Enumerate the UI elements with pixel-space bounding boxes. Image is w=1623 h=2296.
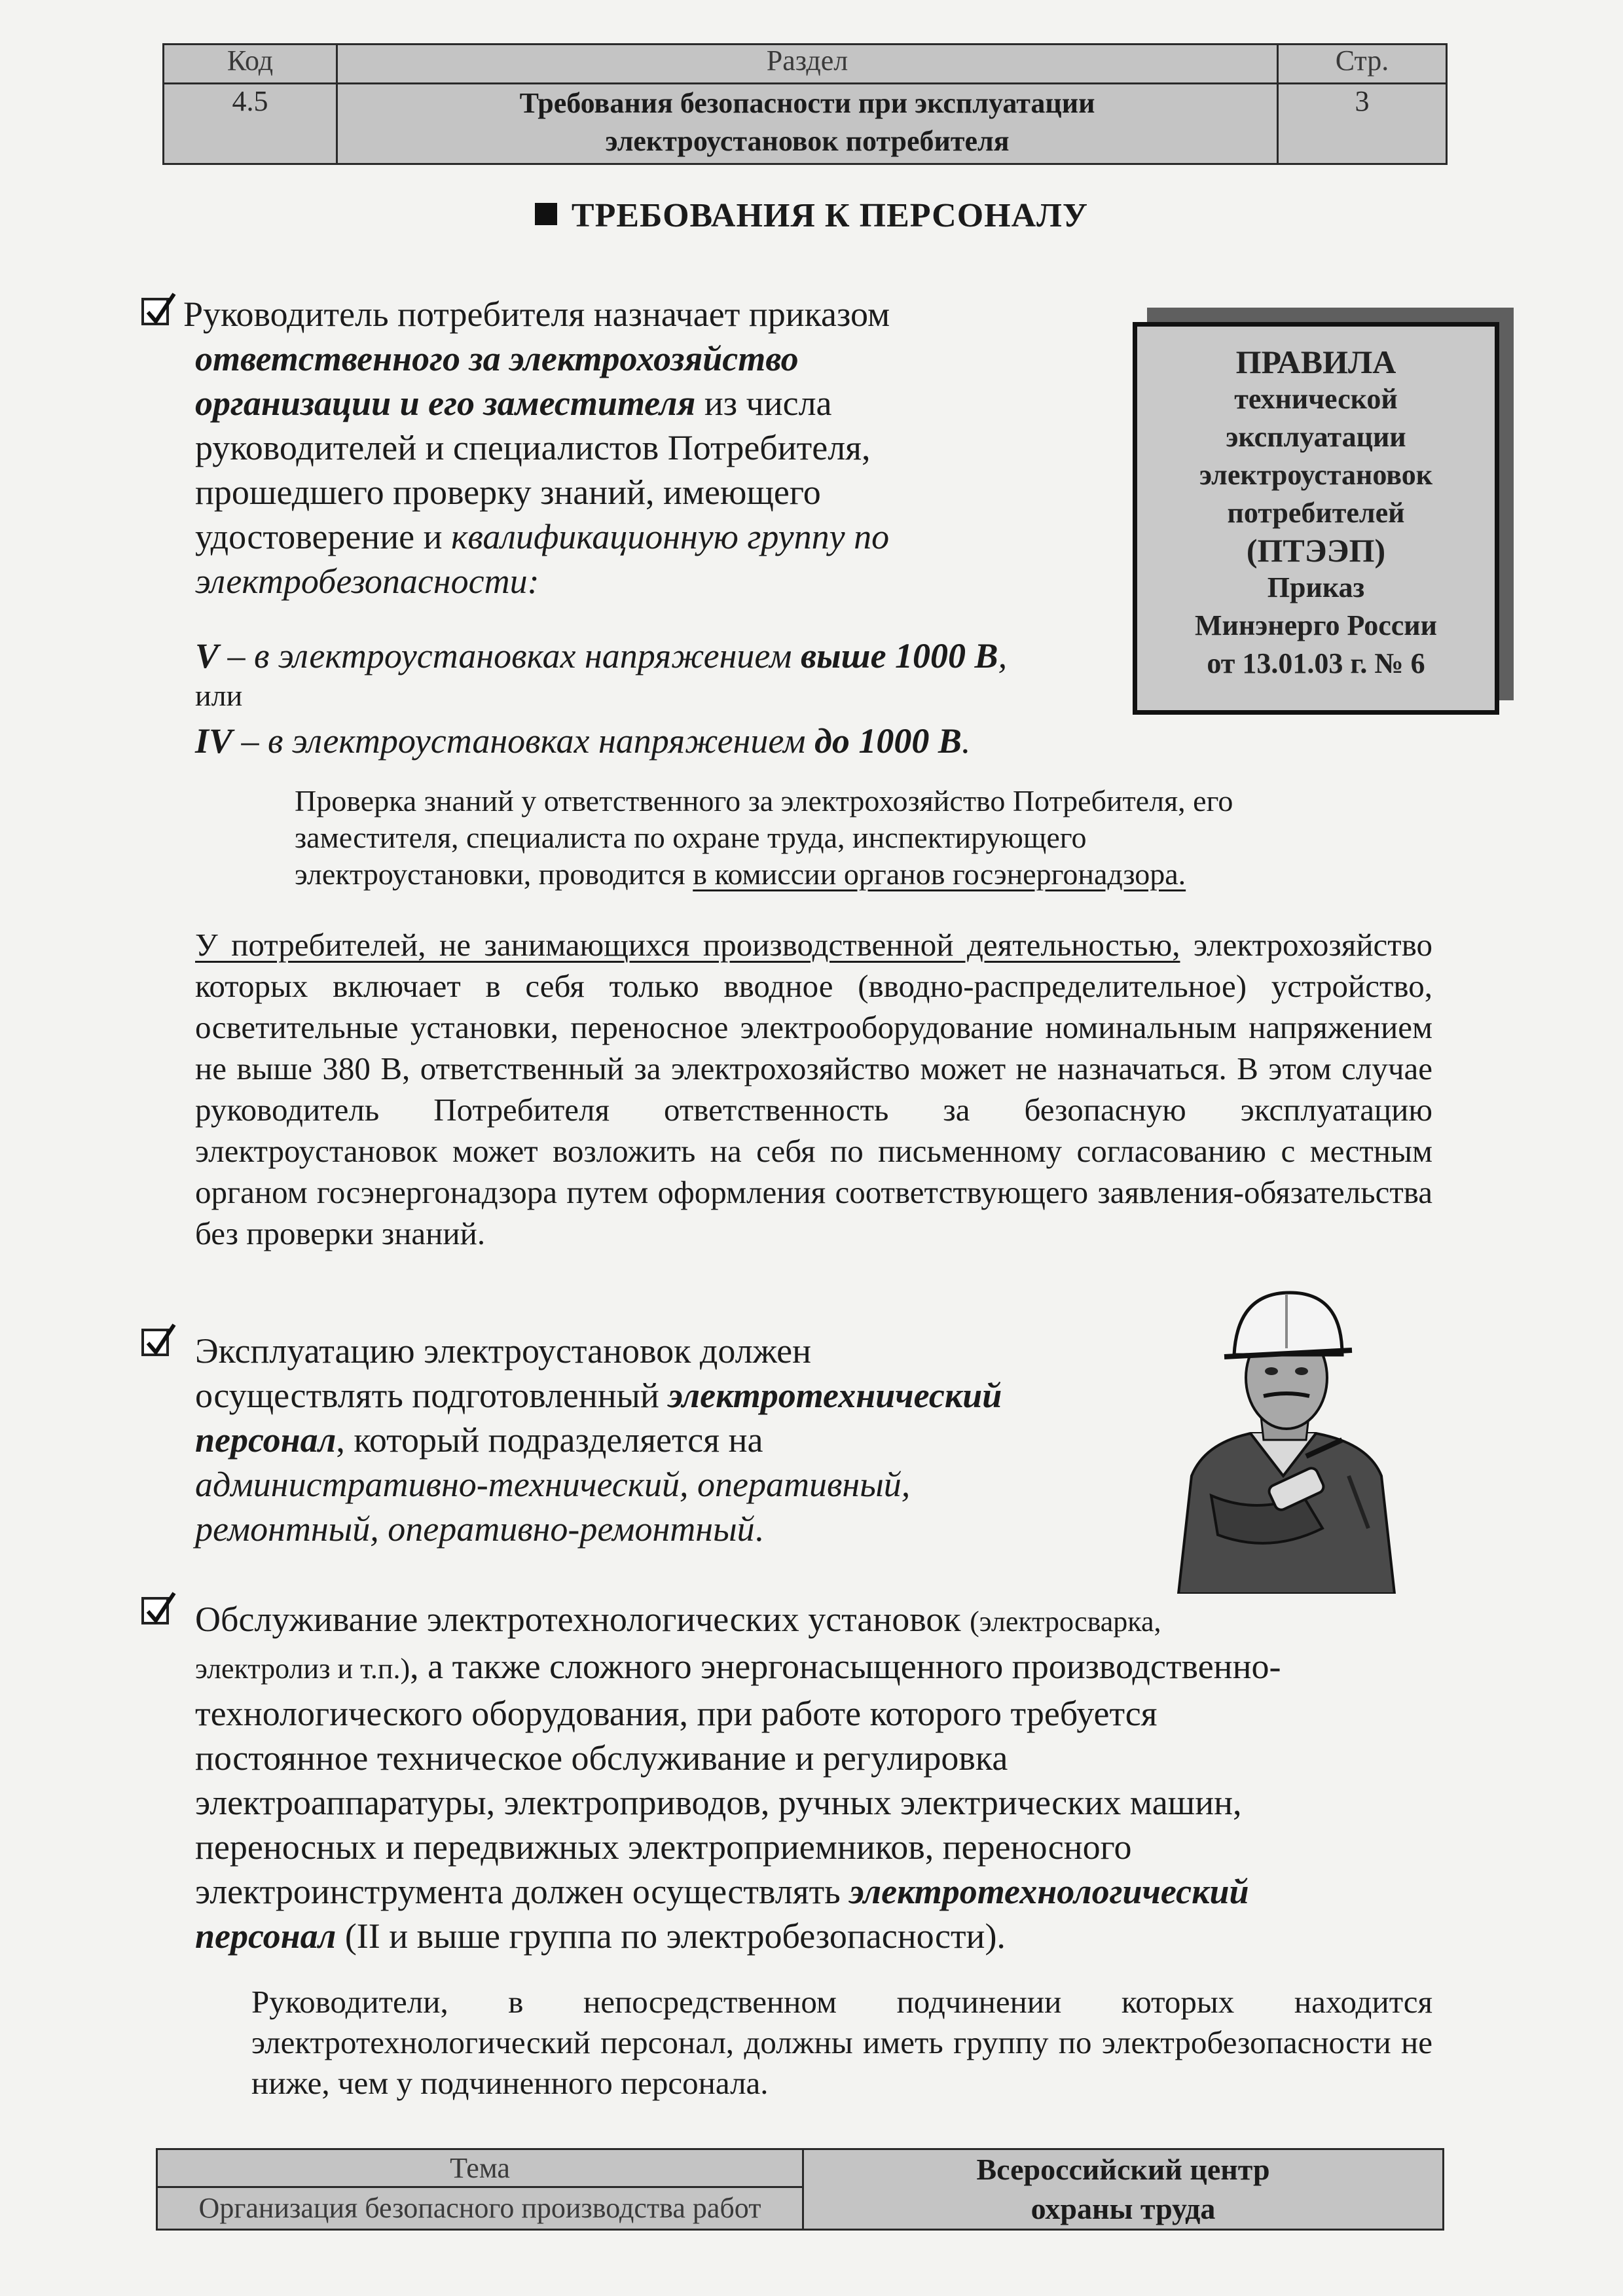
item3-line4: постоянное техническое обслуживание и регулировка [195, 1738, 1008, 1778]
item2-block [195, 1329, 1164, 1551]
item3-line6: переносных и передвижных электроприемников, переносного [195, 1827, 1132, 1867]
item3-line5: электроаппаратуры, электроприводов, ручных электрических машин, [195, 1783, 1242, 1822]
item3-line2: , а также сложного энергонасыщенного производственно- [410, 1647, 1281, 1686]
item1-line6-start: удостоверение и [195, 517, 452, 556]
grade-v-end: , [998, 636, 1008, 675]
item3-line1: Обслуживание электротехнологических установок [195, 1600, 970, 1639]
code-label: Код [164, 45, 337, 84]
page-value: 3 [1278, 84, 1447, 164]
item1-body [195, 336, 1125, 603]
rules-line-9: от 13.01.03 г. № 6 [1207, 647, 1425, 679]
item1-line4: руководителей и специалистов Потребителя, [195, 428, 871, 467]
electrician-illustration [1152, 1280, 1408, 1594]
grade-iv-text: – в электроустановках напряжением [232, 721, 815, 761]
grade-v-text: – в электроустановках напряжением [219, 636, 801, 675]
checkbox-checked-icon [141, 298, 169, 325]
grade-iv-end: . [961, 721, 971, 761]
consumers-paragraph-underlined: У потребителей, не занимающихся производственной деятельностью, [195, 927, 1180, 963]
item2-line5: ремонтный, оперативно-ремонтный [195, 1509, 755, 1549]
item3-line8-bold: персонал [195, 1916, 337, 1956]
grade-v-limit: выше 1000 В [801, 636, 998, 675]
item1-block [183, 292, 1126, 336]
item2-line5-end: . [754, 1509, 764, 1549]
rules-box [1133, 322, 1499, 715]
note1-line2: заместителя, специалиста по охране труда, инспектирующего [295, 821, 1087, 854]
rules-line-5: потребителей [1227, 497, 1405, 529]
item1-line3-bold: организации и его заместителя [195, 384, 696, 423]
footer-table [156, 2148, 1444, 2231]
item1-line7: электробезопасности: [195, 562, 539, 601]
grade-iv-line [195, 719, 1138, 763]
rules-line-8: Минэнерго России [1194, 609, 1438, 641]
item1-line6-italic: квалификационную группу по [451, 517, 890, 556]
rules-line-4: электроустановок [1199, 459, 1433, 491]
item2-line3-rest: , который подразделяется на [336, 1420, 763, 1460]
organization-line1: Всероссийский центр [976, 2153, 1270, 2186]
section-title-cell [337, 84, 1278, 164]
checkbox-checked-icon [141, 1597, 169, 1624]
grade-v-line [195, 634, 1138, 678]
note-knowledge-check [295, 783, 1408, 893]
item1-line1: Руководитель потребителя назначает приказом [183, 295, 890, 334]
note1-line3: электроустановки, проводится [295, 857, 693, 891]
code-value: 4.5 [164, 84, 337, 164]
grade-iv-limit: до 1000 В [814, 721, 962, 761]
or-text: или [195, 679, 243, 712]
grade-v: V [195, 636, 219, 675]
organization-cell [803, 2149, 1444, 2230]
grade-iv: IV [195, 721, 233, 761]
checkbox-checked-icon [141, 1329, 169, 1356]
page-label: Стр. [1278, 45, 1447, 84]
section-heading-text: ТРЕБОВАНИЯ К ПЕРСОНАЛУ [571, 197, 1089, 234]
bullet-square-icon [535, 203, 557, 225]
item3-block [195, 1597, 1439, 1958]
topic-value: Организация безопасного производства работ [157, 2187, 803, 2230]
header-table [162, 43, 1448, 165]
item1-line5: прошедшего проверку знаний, имеющего [195, 473, 821, 512]
managers-note: Руководители, в непосредственном подчинении которых находится электротехнологический персонал, должны иметь группу по электробезопасности не ниже, чем у подчиненного персонала. [251, 1984, 1432, 2101]
rules-line-3: эксплуатации [1226, 421, 1406, 453]
section-heading [0, 196, 1623, 235]
note1-line3-underlined: в комиссии органов госэнергонадзора. [693, 857, 1186, 891]
item2-line4: административно-технический, оперативный, [195, 1465, 911, 1504]
rules-line-7: Приказ [1267, 571, 1365, 603]
item3-line3: технологического оборудования, при работе которого требуется [195, 1694, 1158, 1733]
consumers-paragraph-text: электрохозяйство которых включает в себя только вводное (вводно-распределительное) устройство, осветительные установки, переносное электрооборудование номинальным напряжением не выше 380 В, ответственный за электрохозяйство может не назначаться. В этом случае руководитель Потребителя ответственность за безопасную эксплуатацию электроустановок может возложить на себя по письменному согласованию с местным органом госэнергонадзора путем оформления соответствующего заявления-обязательства без проверки знаний. [195, 927, 1433, 1251]
note1-line1: Проверка знаний у ответственного за электрохозяйство Потребителя, его [295, 784, 1233, 817]
section-name-line2: электроустановок потребителя [605, 125, 1010, 157]
section-name-line1: Требования безопасности при эксплуатации [519, 87, 1095, 119]
rules-line-1: ПРАВИЛА [1235, 344, 1396, 380]
item1-line2: ответственного за электрохозяйство [195, 339, 799, 378]
item1-line3-rest: из числа [695, 384, 832, 423]
rules-line-6: (ПТЭЭП) [1246, 532, 1386, 569]
consumers-paragraph [195, 924, 1432, 1254]
item3-line7: электроинструмента должен осуществлять [195, 1872, 850, 1911]
section-label: Раздел [337, 45, 1278, 84]
rules-line-2: технической [1234, 383, 1398, 415]
item3-line8: (II и выше группа по электробезопасности). [336, 1916, 1006, 1956]
item3-line1-small: (электросварка, [970, 1605, 1161, 1638]
item2-line1: Эксплуатацию электроустановок должен [195, 1331, 812, 1371]
item3-line2-small: электролиз и т.п.) [195, 1653, 410, 1685]
organization-line2: охраны труда [1030, 2192, 1216, 2225]
item2-line2-bold: электротехнический [668, 1376, 1002, 1415]
topic-label: Тема [157, 2149, 803, 2187]
item2-line2-start: осуществлять подготовленный [195, 1376, 668, 1415]
item3-line7-bold: электротехнологический [849, 1872, 1249, 1911]
item2-line3-bold: персонал [195, 1420, 337, 1460]
